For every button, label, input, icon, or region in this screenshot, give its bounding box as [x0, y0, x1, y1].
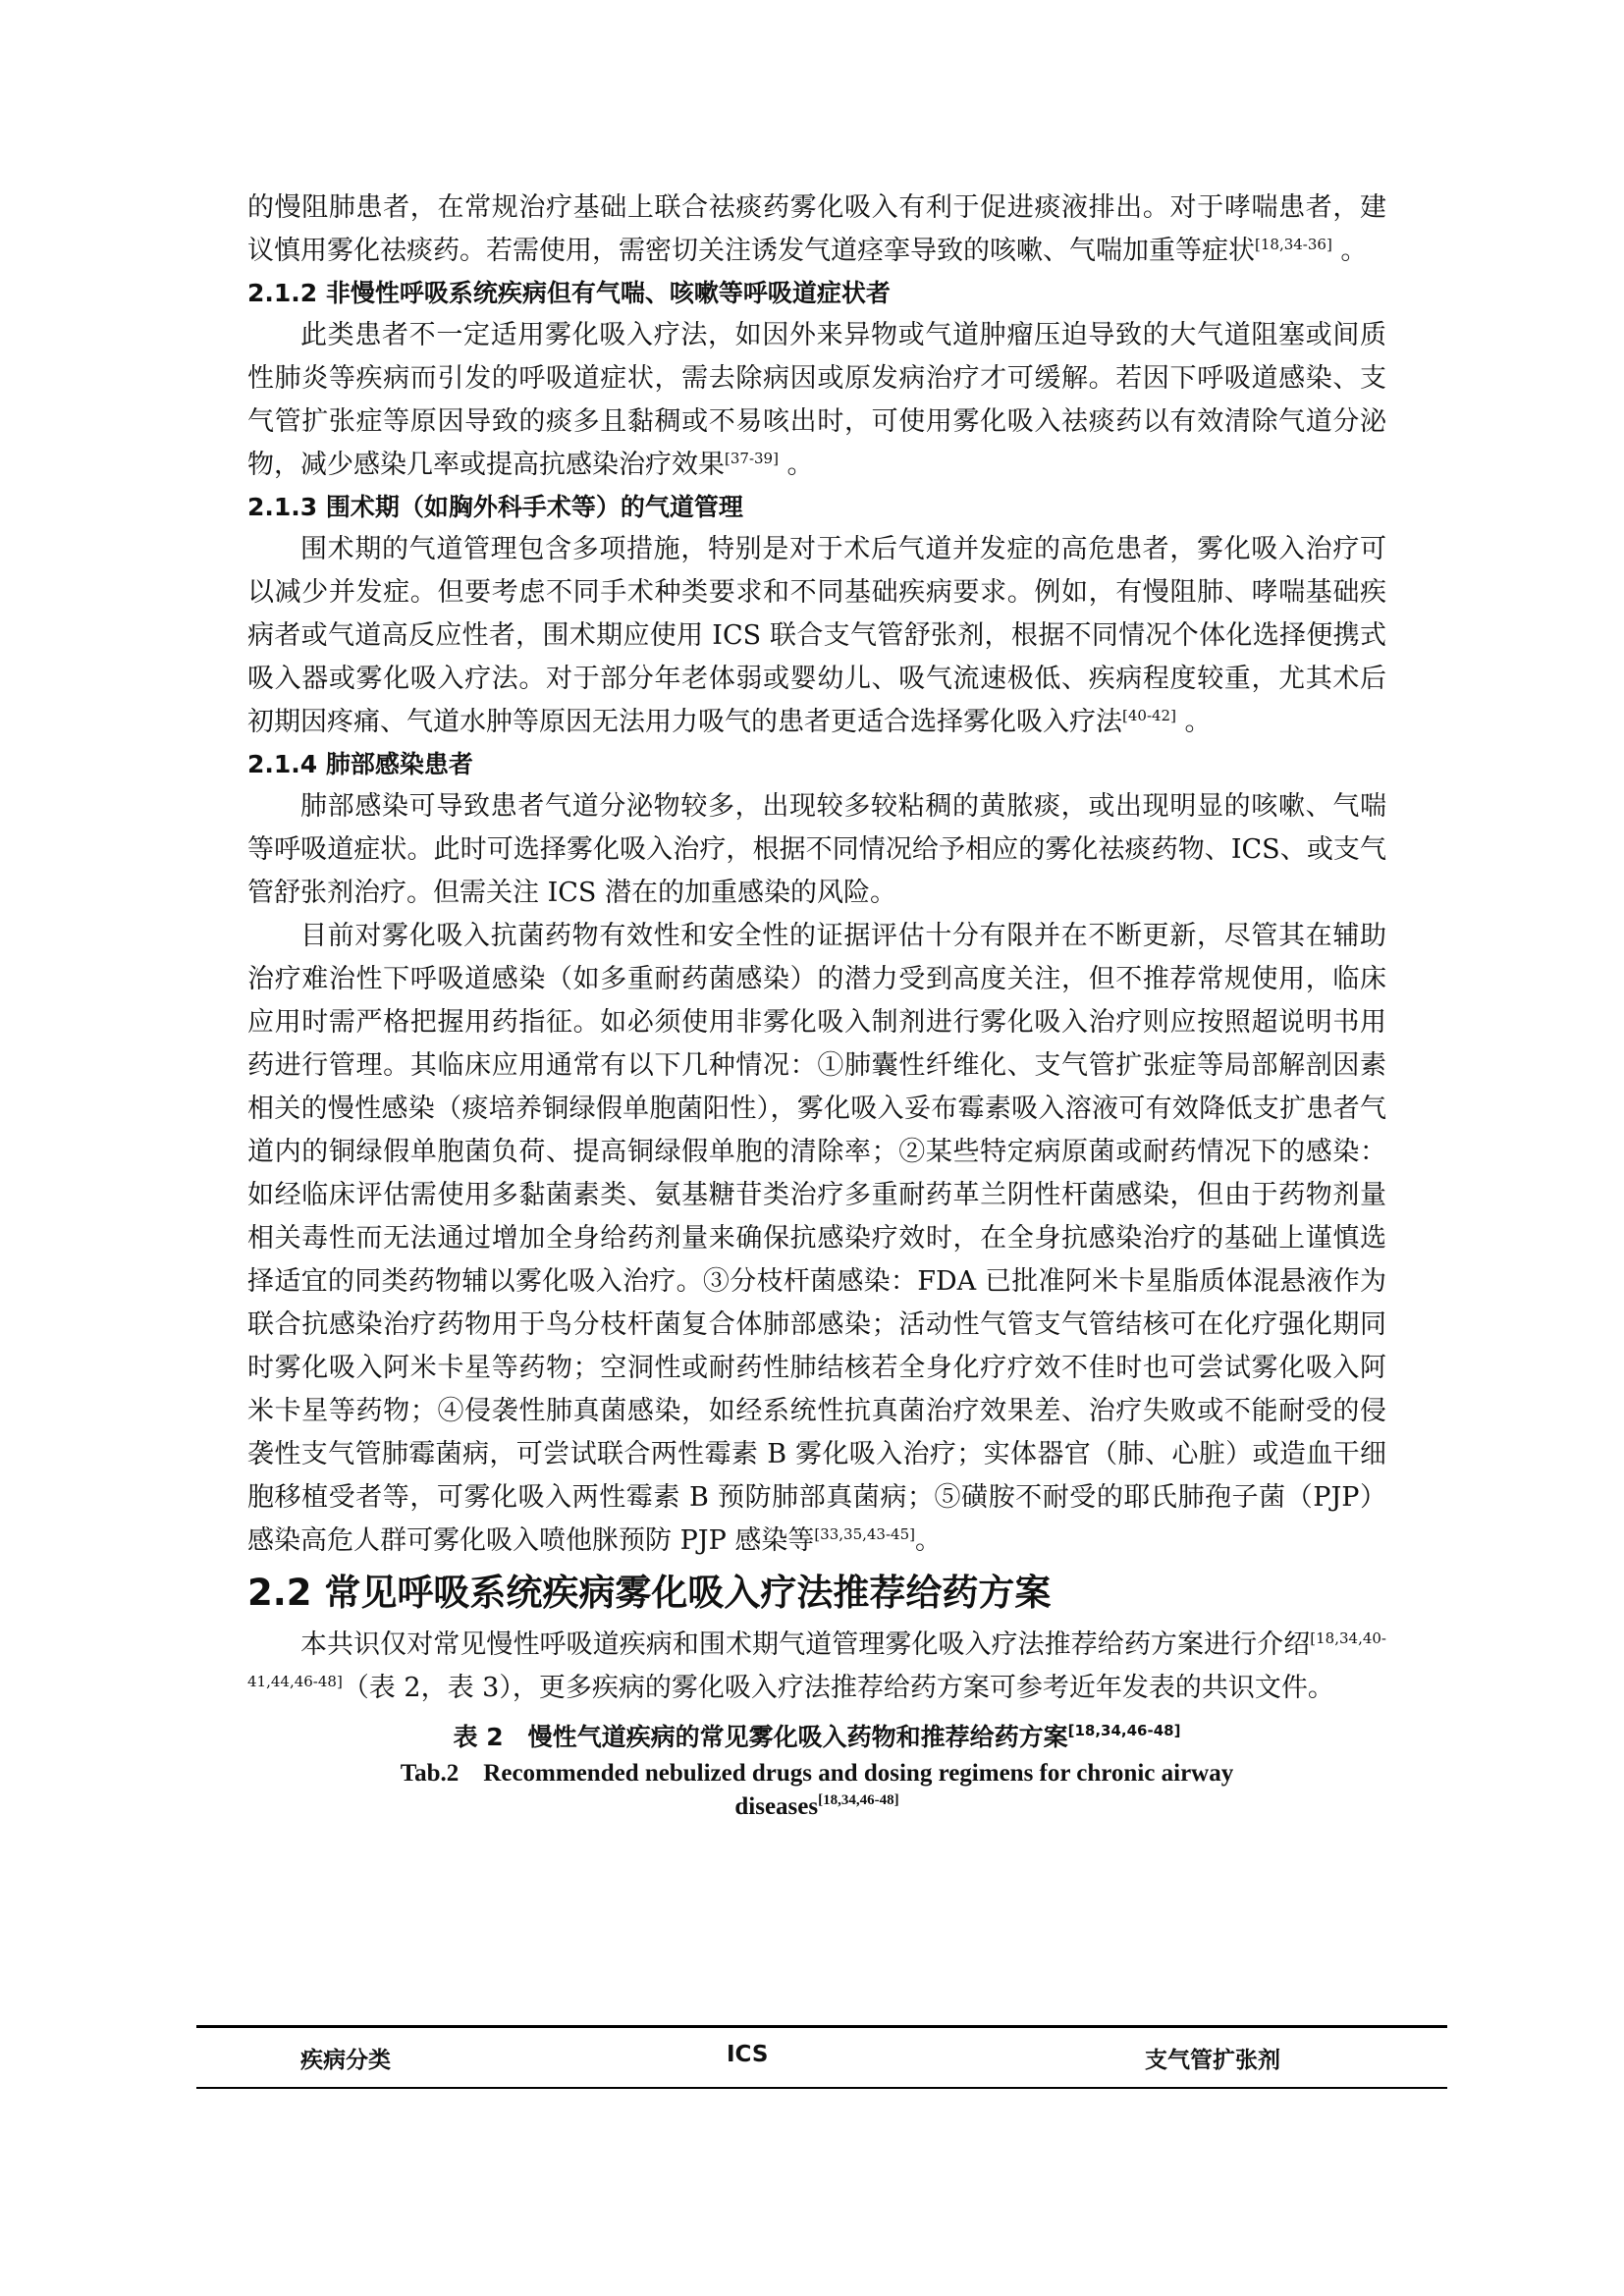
paragraph-text: （表 2，表 3），更多疾病的雾化吸入疗法推荐给药方案可参考近年发表的共识文件。	[342, 1673, 1334, 1703]
heading-2-1-3: 2.1.3 围术期（如胸外科手术等）的气道管理	[247, 493, 743, 521]
table-header-ics: ICS	[727, 2042, 769, 2067]
paragraph-2-1-3	[247, 528, 1386, 744]
citation: [18,34,46-48]	[1067, 1722, 1181, 1739]
table-header-disease: 疾病分类	[300, 2048, 391, 2073]
caption-text: Tab.2 Recommended nebulized drugs and dosing regimens for chronic airway diseases	[400, 1760, 1234, 1820]
paragraph-text: 围术期的气道管理包含多项措施，特别是对于术后气道并发症的高危患者，雾化吸入治疗可以减少并发症。但要考虑不同手术种类要求和不同基础疾病要求。例如，有慢阻肺、哮喘基础疾病者或气道高反应性者，围术期应使用 ICS 联合支气管舒张剂，根据不同情况个体化选择便携式吸入器或雾化吸入疗法。对于部分年老体弱或婴幼儿、吸气流速极低、疾病程度较重，尤其术后初期因疼痛、气道水肿等原因无法用力吸气的患者更适合选择雾化吸入疗法	[247, 534, 1386, 737]
heading-2-1-4: 2.1.4 肺部感染患者	[247, 750, 473, 778]
paragraph-text: 的慢阻肺患者，在常规治疗基础上联合祛痰药雾化吸入有利于促进痰液排出。对于哮喘患者，建议慎用雾化祛痰药。若需使用，需密切关注诱发气道痉挛导致的咳嗽、气喘加重等症状	[247, 192, 1386, 266]
paragraph-2-1-2	[247, 314, 1386, 487]
citation: [18,34-36]	[1255, 236, 1332, 253]
citation: [33,35,43-45]	[814, 1525, 915, 1543]
table-2	[196, 2025, 1447, 2089]
table-header-bronchodilator: 支气管扩张剂	[1145, 2048, 1280, 2073]
citation: [40-42]	[1122, 707, 1176, 724]
citation: [37-39]	[725, 450, 779, 467]
paragraph-text: 本共识仅对常见慢性呼吸道疾病和围术期气道管理雾化吸入疗法推荐给药方案进行介绍	[300, 1629, 1311, 1660]
paragraph-2-1-4-b	[247, 915, 1386, 1563]
document-body	[247, 187, 1386, 1824]
paragraph-text: 目前对雾化吸入抗菌药物有效性和安全性的证据评估十分有限并在不断更新，尽管其在辅助治疗难治性下呼吸道感染（如多重耐药菌感染）的潜力受到高度关注，但不推荐常规使用，临床应用时需严格把握用药指征。如必须使用非雾化吸入制剂进行雾化吸入治疗则应按照超说明书用药进行管理。其临床应用通常有以下几种情况：①肺囊性纤维化、支气管扩张症等局部解剖因素相关的慢性感染（痰培养铜绿假单胞菌阳性），雾化吸入妥布霉素吸入溶液可有效降低支扩患者气道内的铜绿假单胞菌负荷、提高铜绿假单胞的清除率；②某些特定病原菌或耐药情况下的感染：如经临床评估需使用多黏菌素类、氨基糖苷类治疗多重耐药革兰阴性杆菌感染，但由于药物剂量相关毒性而无法通过增加全身给药剂量来确保抗感染疗效时，在全身抗感染治疗的基础上谨慎选择适宜的同类药物辅以雾化吸入治疗。③分枝杆菌感染：FDA 已批准阿米卡星脂质体混悬液作为联合抗感染治疗药物用于鸟分枝杆菌复合体肺部感染；活动性气管支气管结核可在化疗强化期同时雾化吸入阿米卡星等药物；空洞性或耐药性肺结核若全身化疗疗效不佳时也可尝试雾化吸入阿米卡星等药物；④侵袭性肺真菌感染，如经系统性抗真菌治疗效果差、治疗失败或不能耐受的侵袭性支气管肺霉菌病，可尝试联合两性霉素 B 雾化吸入治疗；实体器官（肺、心脏）或造血干细胞移植受者等，可雾化吸入两性霉素 B 预防肺部真菌病；⑤磺胺不耐受的耶氏肺孢子菌（PJP）感染高危人群可雾化吸入喷他脒预防 PJP 感染等	[247, 921, 1386, 1556]
paragraph-end: 。	[914, 1525, 942, 1556]
paragraph-text: 此类患者不一定适用雾化吸入疗法，如因外来异物或气道肿瘤压迫导致的大气道阻塞或间质性肺炎等疾病而引发的呼吸道症状，需去除病因或原发病治疗才可缓解。若因下呼吸道感染、支气管扩张症等原因导致的痰多且黏稠或不易咳出时，可使用雾化吸入祛痰药以有效清除气道分泌物，减少感染几率或提高抗感染治疗效果	[247, 320, 1386, 480]
citation: [18,34,40-41,44,46-48]	[247, 1629, 1386, 1690]
citation: [18,34,46-48]	[818, 1792, 899, 1808]
paragraph-2-2	[247, 1624, 1386, 1710]
paragraph-end: 。	[778, 450, 814, 480]
paragraph-end: 。	[1331, 236, 1368, 266]
paragraph-2-1-4-a: 肺部感染可导致患者气道分泌物较多，出现较多较粘稠的黄脓痰，或出现明显的咳嗽、气喘等呼吸道症状。此时可选择雾化吸入治疗，根据不同情况给予相应的雾化祛痰药物、ICS、或支气管舒张剂治疗。但需关注 ICS 潜在的加重感染的风险。	[247, 791, 1386, 908]
heading-2-2: 2.2 常见呼吸系统疾病雾化吸入疗法推荐给药方案	[247, 1572, 1052, 1614]
paragraph-end: 。	[1175, 707, 1212, 737]
paragraph-continued	[247, 187, 1386, 273]
table-caption-en	[247, 1757, 1386, 1824]
caption-text: 表 2 慢性气道疾病的常见雾化吸入药物和推荐给药方案	[453, 1723, 1068, 1751]
heading-2-1-2: 2.1.2 非慢性呼吸系统疾病但有气喘、咳嗽等呼吸道症状者	[247, 279, 891, 307]
table-caption-cn	[247, 1718, 1386, 1757]
